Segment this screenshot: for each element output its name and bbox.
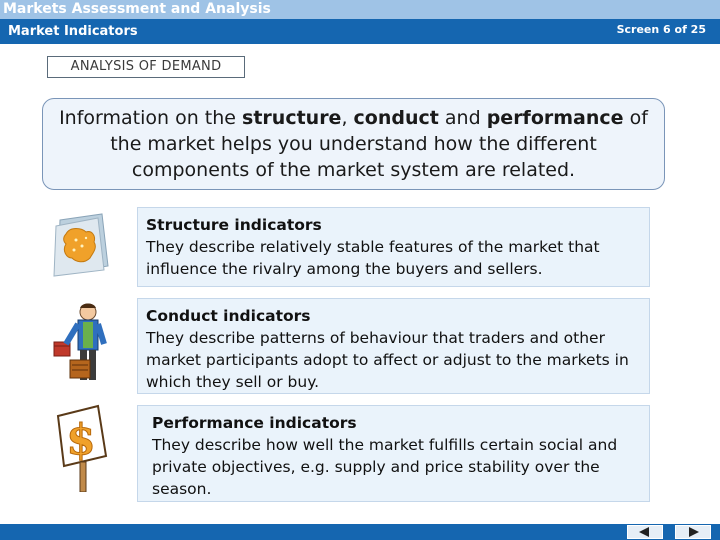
screen-counter: Screen 6 of 25 <box>616 23 706 36</box>
indicator-body: They describe how well the market fulfills certain social and private objectives, e.g. supply and price stability over the season. <box>152 436 618 498</box>
previous-button[interactable] <box>627 525 663 539</box>
app-title: Markets Assessment and Analysis <box>3 1 271 17</box>
indicator-title: Conduct indicators <box>146 307 311 325</box>
arrow-right-icon <box>676 526 710 538</box>
intro-bold-structure: structure <box>242 107 342 129</box>
map-icon <box>52 212 112 282</box>
indicator-title: Performance indicators <box>152 414 357 432</box>
intro-text-1: Information on the <box>59 107 243 129</box>
footer-bar <box>0 524 720 540</box>
indicator-card-conduct <box>137 298 650 394</box>
arrow-left-icon <box>628 526 662 538</box>
svg-text:$: $ <box>66 415 96 464</box>
intro-bold-performance: performance <box>486 107 624 129</box>
next-button[interactable] <box>675 525 711 539</box>
intro-bold-conduct: conduct <box>353 107 439 129</box>
dollar-sign-icon <box>50 404 112 496</box>
app-title-bar <box>0 0 720 19</box>
section-label: ANALYSIS OF DEMAND <box>47 56 245 78</box>
intro-text-3: and <box>438 107 487 129</box>
module-title: Market Indicators <box>8 24 138 39</box>
indicator-title: Structure indicators <box>146 216 322 234</box>
trader-icon <box>52 300 118 392</box>
intro-text-4: of the market helps you understand how the different components of the market system are related. <box>110 107 648 181</box>
indicator-card-performance <box>137 405 650 502</box>
indicator-body: They describe patterns of behaviour that traders and other market participants adopt to affect or adjust to the markets in which they sell or buy. <box>146 329 629 391</box>
intro-text-box <box>42 98 665 190</box>
intro-text-2: , <box>341 107 354 129</box>
indicator-card-structure <box>137 207 650 287</box>
module-bar <box>0 19 720 44</box>
indicator-body: They describe relatively stable features of the market that influence the rivalry among the buyers and sellers. <box>146 238 600 278</box>
